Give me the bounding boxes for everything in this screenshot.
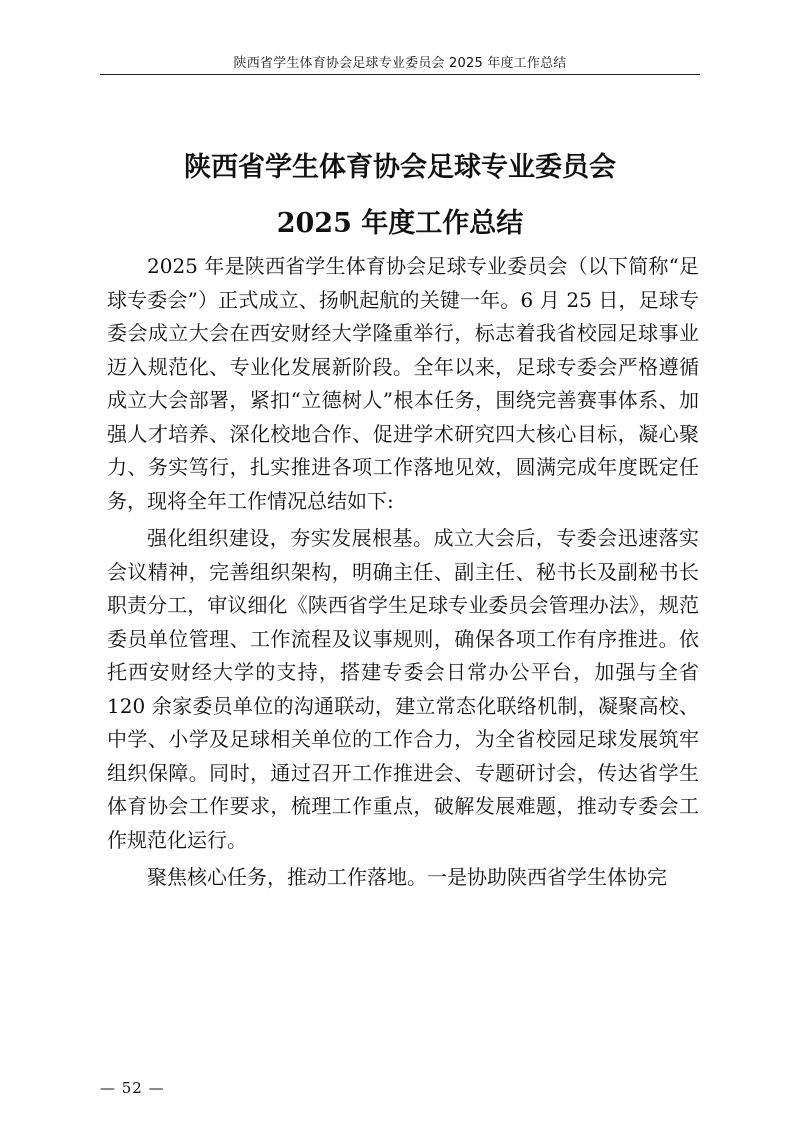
document-title xyxy=(100,140,700,252)
paragraph-organization: 强化组织建设，夯实发展根基。成立大会后，专委会迅速落实会议精神，完善组织架构，明确主任、副主任、秘书长及副秘书长职责分工，审议细化《陕西省学生足球专业委员会管理办法》，规范委员单位管理、工作流程及议事规则，确保各项工作有序推进。依托西安财经大学的支持，搭建专委会日常办公平台，加强与全省 120 余家委员单位的沟通联动，建立常态化联络机制，凝聚高校、中学、小学及足球相关单位的工作合力，为全省校园足球发展筑牢组织保障。同时，通过召开工作推进会、专题研讨会，传达省学生体育协会工作要求，梳理工作重点，破解发展难题，推动专委会工作规范化运行。 xyxy=(107,526,699,852)
title-line-1: 陕西省学生体育协会足球专业委员会 xyxy=(184,152,616,183)
body-text xyxy=(107,250,699,899)
title-line-2: 2025 年度工作总结 xyxy=(276,208,524,239)
paragraph-core-tasks: 聚焦核心任务，推动工作落地。一是协助陕西省学生体协完 xyxy=(147,865,667,889)
paragraph-intro: 2025 年是陕西省学生体育协会足球专业委员会（以下简称“足球专委会”）正式成立、扬帆起航的关键一年。6 月 25 日，足球专委会成立大会在西安财经大学隆重举行，标志着我省校园足球事业迈入规范化、专业化发展新阶段。全年以来，足球专委会严格遵循成立大会部署，紧扣“立德树人”根本任务，围绕完善赛事体系、加强人才培养、深化校地合作、促进学术研究四大核心目标，凝心聚力、务实笃行，扎实推进各项工作落地见效，圆满完成年度既定任务，现将全年工作情况总结如下: xyxy=(107,254,699,513)
running-header: 陕西省学生体育协会足球专业委员会 2025 年度工作总结 xyxy=(233,56,567,71)
header-rule xyxy=(100,74,700,75)
page-number: — 52 — xyxy=(100,1079,165,1097)
